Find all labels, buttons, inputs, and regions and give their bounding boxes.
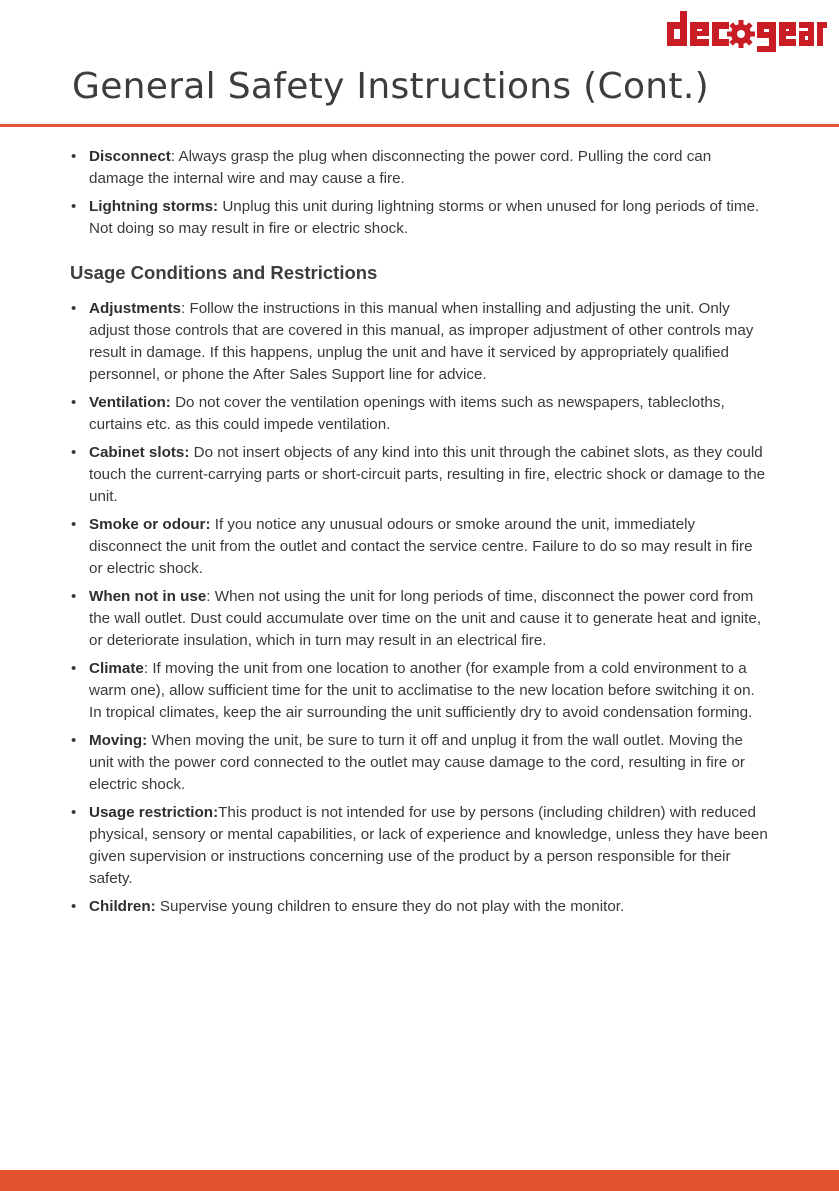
list-item-cabinet-slots (70, 442, 770, 508)
item-text: If moving the unit from one location to another (for example from a cold environment to a warm one), allow sufficient time for the unit to acclimatise to the new location before switching it on. In tropical climates, keep the air surrounding the unit sufficiently dry to avoid condensation forming. (89, 660, 755, 721)
main-content (70, 146, 770, 924)
bullet-icon: • (71, 588, 77, 605)
item-separator: : (206, 588, 215, 605)
bullet-icon: • (71, 300, 77, 317)
bullet-icon: • (71, 198, 77, 215)
item-text: Do not insert objects of any kind into this unit through the cabinet slots, as they could touch the current-carrying parts or short-circuit parts, resulting in fire, electric shock or damage to the unit. (89, 444, 766, 505)
item-term: Ventilation: (89, 394, 171, 411)
list-item-smoke-or-odour (70, 514, 770, 580)
footer-bar (0, 1170, 839, 1191)
item-text: When not using the unit for long periods of time, disconnect the power cord from the wall outlet. Dust could accumulate over time on the unit and cause it to generate heat and ignite, or deteriorate insulation, which in turn may result in an electrical fire. (89, 588, 762, 649)
item-text: Do not cover the ventilation openings with items such as newspapers, tablecloths, curtains etc. as this could impede ventilation. (89, 394, 725, 433)
item-term: Climate (89, 660, 144, 677)
list-item-climate (70, 658, 770, 724)
list-item-when-not-in-use (70, 586, 770, 652)
item-term: Cabinet slots: (89, 444, 190, 461)
item-text: This product is not intended for use by persons (including children) with reduced physical, sensory or mental capabilities, or lack of experience and knowledge, unless they have been given supervision or instructions concerning use of the product by a person responsible for their safety. (89, 804, 768, 887)
bullet-icon: • (71, 444, 77, 461)
item-term: Lightning storms: (89, 198, 219, 215)
item-text: If you notice any unusual odours or smoke around the unit, immediately disconnect the unit from the outlet and contact the service centre. Failure to do so may result in fire or electric shock. (89, 516, 753, 577)
decogear-logo (665, 8, 827, 52)
page-title: General Safety Instructions (Cont.) (72, 66, 709, 107)
item-separator: : (170, 148, 179, 165)
bullet-icon: • (71, 394, 77, 411)
list-item-adjustments (70, 298, 770, 386)
bullet-icon: • (71, 148, 77, 165)
item-text: Supervise young children to ensure they do not play with the monitor. (159, 898, 625, 915)
item-text: Follow the instructions in this manual when installing and adjusting the unit. Only adjust those controls that are covered in this manual, as improper adjustment of other controls may result in damage. If this happens, unplug the unit and have it serviced by appropriately qualified personnel, or phone the After Sales Support line for advice. (89, 300, 754, 383)
item-separator: : (143, 660, 153, 677)
item-term: When not in use (89, 588, 207, 605)
item-term: Moving: (89, 732, 148, 749)
bullet-icon: • (71, 898, 77, 915)
section-heading-usage: Usage Conditions and Restrictions (70, 262, 378, 283)
list-item-moving (70, 730, 770, 796)
item-term: Usage restriction: (89, 804, 219, 821)
list-item-usage-restriction (70, 802, 770, 890)
bullet-icon: • (71, 516, 77, 533)
bullet-icon: • (71, 804, 77, 821)
general-safety-list (70, 146, 770, 240)
list-item-disconnect (70, 146, 770, 190)
item-separator: : (180, 300, 190, 317)
item-term: Disconnect (89, 148, 171, 165)
usage-conditions-list (70, 298, 770, 918)
item-text: Unplug this unit during lightning storms or when unused for long periods of time. Not doing so may result in fire or electric shock. (89, 198, 760, 237)
list-item-children (70, 896, 770, 918)
bullet-icon: • (71, 732, 77, 749)
item-term: Children: (89, 898, 156, 915)
decogear-logo-graphic (665, 8, 827, 52)
list-item-ventilation (70, 392, 770, 436)
item-term: Adjustments (89, 300, 181, 317)
bullet-icon: • (71, 660, 77, 677)
item-term: Smoke or odour: (89, 516, 211, 533)
item-text: Always grasp the plug when disconnecting the power cord. Pulling the cord can damage the internal wire and may cause a fire. (89, 148, 712, 187)
list-item-lightning-storms (70, 196, 770, 240)
title-divider (0, 124, 839, 127)
item-text: When moving the unit, be sure to turn it off and unplug it from the wall outlet. Moving the unit with the power cord connected to the outlet may cause damage to the cord, resulting in fire or electric shock. (89, 732, 745, 793)
